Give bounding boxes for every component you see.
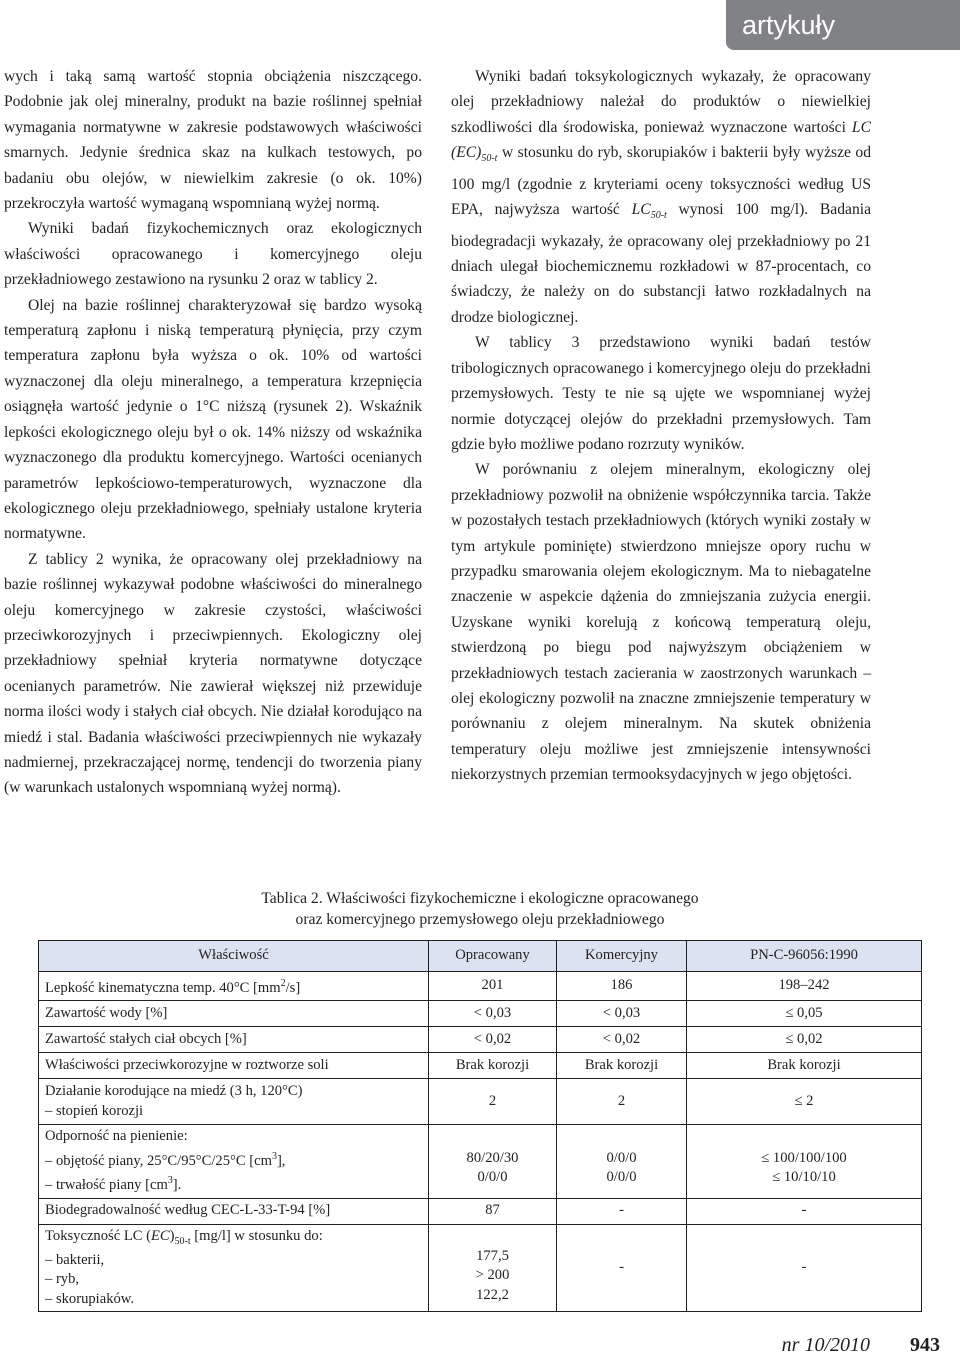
table-row: Odporność na pienienie: – objętość piany, 25°C/95°C/25°C $[cm^3]$, – trwałość piany $[cm^3]$. 80/20/30 0/0/0 0/0/0 0/0/0 ≤ 100/100/100 ≤ 10/10/10 bbox=[39, 1125, 922, 1198]
paragraph: W porównaniu z olejem mineralnym, ekologiczny olej przekładniowy pozwolił na obniżenie współczynnika tarcia. Także w pozostałych testach przekładniowych (których wyniki zostały w tym artykule pominięte) stwierdzono mniejsze opory ruchu w przypadku smarowania olejem ekologicznym. Ma to niebagatelne znaczenie w aspekcie dążenia do zmniejszania zużycia energii. Uzyskane wyniki korelują z końcową temperaturą oleju, stwierdzoną po biegu pod najwyższym obciążeniem w przekładniowych testach zacierania w zaostrzonych warunkach – olej ekologiczny pozwolił na znaczne zmniejszenie temperatury w porównaniu z olejem mineralnym. Na skutek obniżenia temperatury oleju możliwe jest zmniejszenie intensywności niekorzystnych przemian termooksydacyjnych w jego objętości. bbox=[451, 461, 871, 784]
table-row: Zawartość wody [%] < 0,03 < 0,03 ≤ 0,05 bbox=[39, 1001, 922, 1027]
paragraph: Olej na bazie roślinnej charakteryzował się bardzo wysoką temperaturą zapłonu i niską temperaturą płynięcia, przy czym temperatura zapłonu była wyższa o ok. 10% od wartości wyznaczonej dla oleju mineralnego, a temperatura krzepnięcia osiągnęła wartość jedynie o 1°C niższą (rysunek 2). Wskaźnik lepkości ekologicznego oleju był o ok. 14% niższy od wskaźnika wyznaczonego dla produktu komercyjnego. Wartości ocenianych parametrów lepkościowo-temperaturowych, wyznaczone dla ekologicznego oleju przekładniowego, spełniały ustalone kryteria normatywne. bbox=[4, 296, 422, 543]
left-column bbox=[4, 64, 422, 801]
column-header: Opracowany bbox=[429, 941, 557, 972]
paragraph: Wyniki badań toksykologicznych wykazały, że opracowany olej przekładniowy należał do produktów o niewielkiej szkodliwości dla środowiska, ponieważ wyznaczone wartości LC $(EC)_{50-t}$ w stosunku do ryb, skorupiaków i bakterii były wyższe od 100 mg/l (zgodnie z kryteriami oceny toksyczności według US EPA, najwyższa wartość $LC_{50-t}$ wynosi 100 mg/l). Badania biodegradacji wykazały, że opracowany olej przekładniowy po 21 dniach ulegał biochemicznemu rozkładowi w 87-procentach, co świadczy, że należy on do substancji łatwo rozkładalnych na drodze biologicznej. bbox=[451, 68, 872, 326]
paragraph: wych i taką samą wartość stopnia obciążenia niszczącego. Podobnie jak olej mineralny, produkt na bazie roślinnej spełniał wymagania normatywne w zakresie podstawowych właściwości smarnych. Jedynie średnica skaz na kulkach testowych, po badaniu obu olejów, w niewielkim zakresie (o ok. 10%) przekroczyła wartość wymaganą wspomnianą wyżej normą. bbox=[4, 68, 422, 213]
paragraph: Wyniki badań fizykochemicznych oraz ekologicznych właściwości opracowanego i komercyjnego oleju przekładniowego zestawiono na rysunku 2 oraz w tablicy 2. bbox=[4, 220, 422, 289]
lc-symbol: LC (EC) bbox=[451, 118, 871, 162]
column-header: Komercyjny bbox=[557, 941, 687, 972]
table-row: Biodegradowalność według CEC-L-33-T-94 [%] 87 - - bbox=[39, 1198, 922, 1224]
table-row: Działanie korodujące na miedź (3 h, 120°C) – stopień korozji 2 2 ≤ 2 bbox=[39, 1079, 922, 1125]
section-tab: artykuły bbox=[726, 0, 960, 50]
table-row: Toksyczność LC $(EC)_{50-t}$ [mg/l] w stosunku do: – bakterii, – ryb, – skorupiaków. 177,5 > 200 122,2 - - bbox=[39, 1224, 922, 1312]
column-header: PN-C-96056:1990 bbox=[687, 941, 922, 972]
paragraph: Z tablicy 2 wynika, że opracowany olej przekładniowy na bazie roślinnej wykazywał podobne właściwości do mineralnego oleju komercyjnego w zakresie czystości, właściwości przeciwkorozyjnych i przeciwpiennych. Ekologiczny olej przekładniowy spełniał kryteria normatywne dotyczące ocenianych parametrów. Nie zawierał większej niż przewiduje norma ilości wody i stałych ciał obcych. Nie działał korodująco na miedź i stal. Badania właściwości przeciwpiennych nie wykazały nadmiernej, przekraczającej normę, tendencji do tworzenia piany (w warunkach ustalonych wspomnianą wyżej normą). bbox=[4, 550, 422, 797]
properties-table bbox=[38, 940, 922, 1312]
page-number: 943 bbox=[910, 1334, 940, 1356]
table-row: Zawartość stałych ciał obcych [%] < 0,02 < 0,02 ≤ 0,02 bbox=[39, 1027, 922, 1053]
table-row: Lepkość kinematyczna temp. 40°C $[mm^2/s]$ 201 186 198–242 bbox=[39, 972, 922, 1001]
lc-symbol: LC bbox=[631, 201, 651, 219]
right-column bbox=[451, 64, 871, 788]
table-header-row bbox=[39, 941, 922, 972]
table-caption: Tablica 2. Właściwości fizykochemiczne i ekologiczne opracowanego oraz komercyjnego przemysłowego oleju przekładniowego bbox=[261, 890, 699, 928]
paragraph: W tablicy 3 przedstawiono wyniki badań testów tribologicznych opracowanego i komercyjnego oleju do przekładni przemysłowych. Testy te nie są ujęte we wspomnianej wyżej normie dotyczącej olejów do przekładni przemysłowych. Tam gdzie było możliwe podano rozrzuty wyników. bbox=[451, 334, 871, 453]
table-row: Właściwości przeciwkorozyjne w roztworze soli Brak korozji Brak korozji Brak korozji bbox=[39, 1053, 922, 1079]
issue-number: nr 10/2010 bbox=[781, 1334, 870, 1356]
column-header: Właściwość bbox=[39, 941, 429, 972]
